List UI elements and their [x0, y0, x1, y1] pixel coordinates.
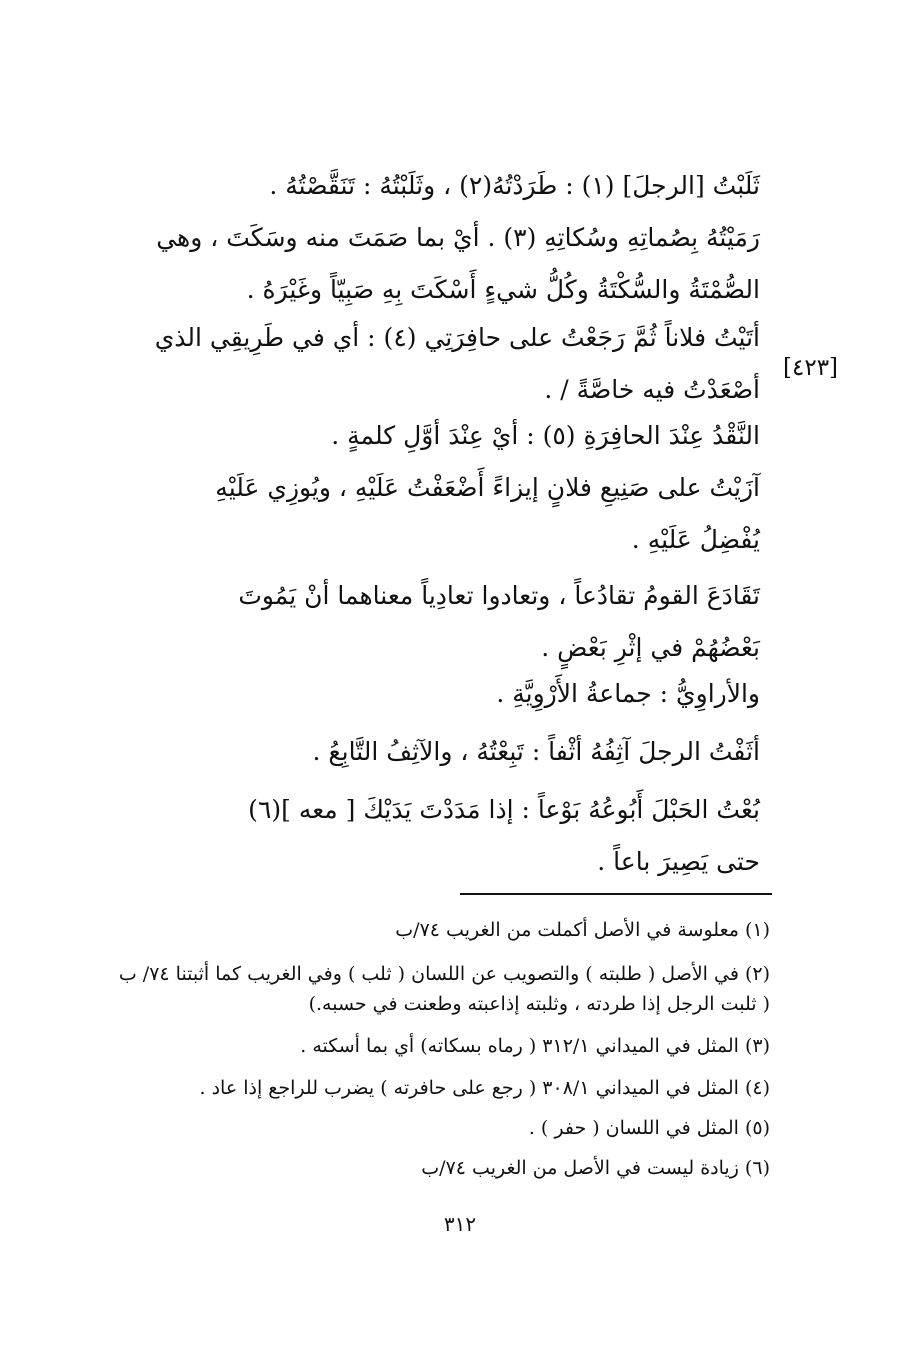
- entry-line: ثَلَبْتُ [الرجلَ] (١) : طَرَدْتُهُ(٢) ، وثَلَبْتُهُ : تَنَقَّصْتُهُ .: [269, 171, 760, 200]
- entry-alarawi: [120, 668, 760, 720]
- entry-line: بُعْتُ الحَبْلَ أَبُوعُهُ بَوْعاً : إذا مَدَدْتَ يَدَيْكَ [ معه ](٦): [248, 795, 760, 824]
- entry-line: حتى يَصِيرَ باعاً .: [597, 847, 760, 876]
- footnote: (٢) في الأصل ( طلبته ) والتصويب عن اللسان ( ثلب ) وفي الغريب كما أثبتنا ٧٤/ ب: [118, 963, 770, 985]
- footnote: (٤) المثل في الميداني ٣٠٨/١ ( رجع على حافرته ) يضرب للراجع إذا عاد .: [199, 1077, 770, 1099]
- entry-line: أتَيْتُ فلاناً ثُمَّ رَجَعْتُ على حافِرَتِي (٤) : أي في طَرِيقِي الذي: [154, 323, 760, 352]
- page-number: ٣١٢: [443, 1212, 477, 1236]
- entry-taqada: [120, 570, 760, 674]
- entry-line: الصُّمْتَةُ والسُّكْتَةُ وكُلُّ شيءٍ أَسْكَتَ بِهِ صَبِيّاً وغَيْرَهُ .: [246, 275, 760, 304]
- entry-line: آزَيْتُ على صَنِيعِ فلانٍ إيزاءً أَضْعَفْتُ عَلَيْهِ ، ويُوزِي عَلَيْهِ: [215, 473, 760, 502]
- entry-annaqd: [120, 410, 760, 462]
- entry-line: أصْعَدْتُ فيه خاصَّةً / .: [544, 375, 760, 404]
- entry-line: والأراوِيُّ : جماعةُ الأَرْوِيَّةِ .: [496, 679, 760, 708]
- manuscript-folio-marker: [٤٢٣]: [783, 355, 839, 381]
- footnote: (٥) المثل في اللسان ( حفر ) .: [528, 1117, 770, 1139]
- footnote: (١) معلوسة في الأصل أكملت من الغريب ٧٤/ب: [395, 919, 770, 941]
- entry-line: أثَفْتُ الرجلَ آثِفُهُ أثْفاً : تَبِعْتُهُ ، والآثِفُ التَّابِعُ .: [312, 737, 760, 766]
- entry-azaytu: [120, 462, 760, 566]
- entry-butu: [120, 784, 760, 888]
- entry-line: رَمَيْتُهُ بِصُماتِهِ وسُكاتِهِ (٣) . أيْ بما صَمَتَ منه وسَكَتَ ، وهي: [156, 223, 760, 252]
- entry-line: بَعْضُهُمْ في إثْرِ بَعْضٍ .: [541, 633, 760, 662]
- footnote-continuation: ( ثلبت الرجل إذا طردته ، وثلبته إذاعبته وطعنت في حسبه.): [308, 993, 770, 1015]
- entry-athaftu: [120, 726, 760, 778]
- footnote: (٣) المثل في الميداني ٣١٢/١ ( رماه بسكاته) أي بما أسكته .: [300, 1035, 770, 1057]
- footnote: (٦) زيادة ليست في الأصل من الغريب ٧٤/ب: [421, 1157, 770, 1179]
- footnote-separator: [460, 893, 772, 895]
- entry-line: يُفْضِلُ عَلَيْهِ .: [631, 525, 760, 554]
- entry-line: تَقَادَعَ القومُ تقادُعاً ، وتعادوا تعادِياً معناهما أنْ يَمُوتَ: [238, 581, 760, 610]
- entry-thalabtu: [120, 160, 760, 316]
- entry-ataytu: [120, 312, 760, 416]
- entry-line: النَّقْدُ عِنْدَ الحافِرَةِ (٥) : أيْ عِنْدَ أوَّلِ كلمةٍ .: [331, 421, 760, 450]
